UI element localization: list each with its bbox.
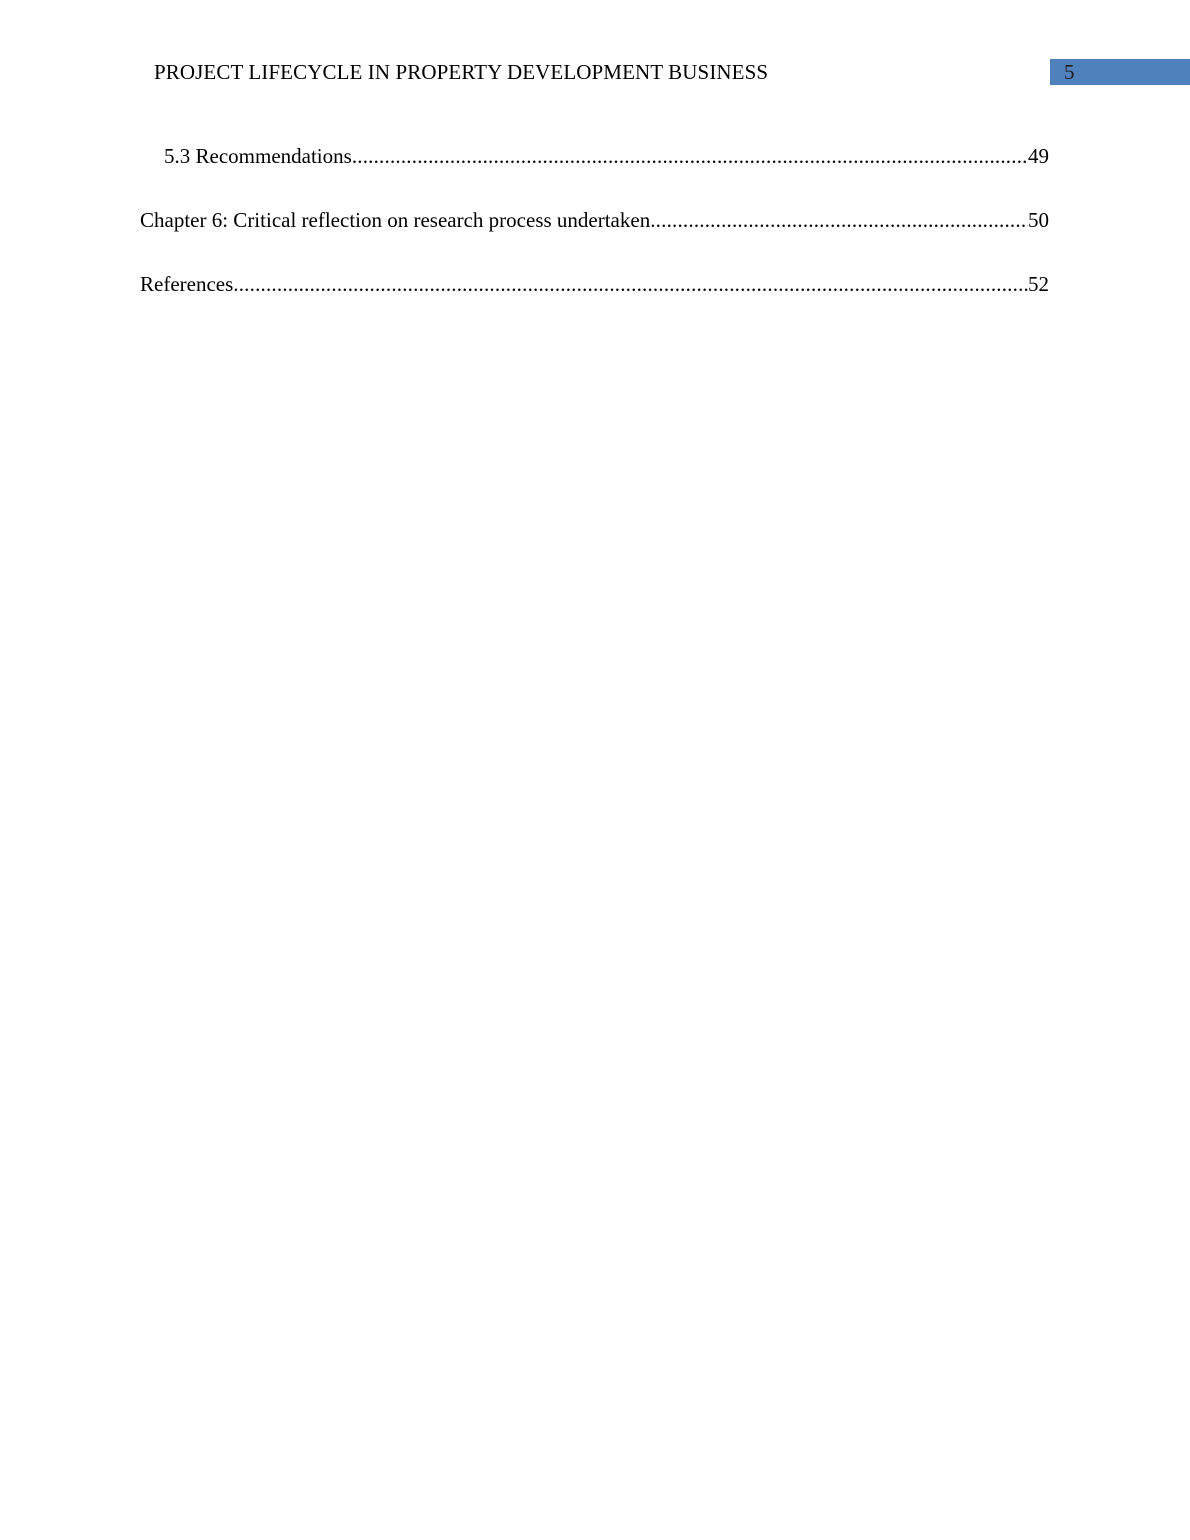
toc-entry-title: 5.3 Recommendations	[164, 144, 352, 168]
toc-entry-references[interactable]	[140, 270, 1049, 298]
toc-entry-title: References	[140, 272, 234, 296]
running-head: PROJECT LIFECYCLE IN PROPERTY DEVELOPMENT BUSINESS	[154, 60, 769, 84]
page-number: 5	[1064, 60, 1075, 84]
toc-entry-chapter-6[interactable]	[140, 206, 1049, 234]
toc-dot-leader	[352, 142, 1028, 170]
page-number-badge	[1050, 59, 1190, 85]
toc-entry-page: 49	[1028, 144, 1049, 168]
toc-entry-recommendations[interactable]	[140, 142, 1049, 170]
toc-entry-title: Chapter 6: Critical reflection on research process undertaken	[140, 208, 651, 232]
table-of-contents	[140, 142, 1049, 334]
toc-entry-page: 50	[1028, 208, 1049, 232]
toc-dot-leader	[650, 206, 1028, 234]
toc-entry-page: 52	[1028, 272, 1049, 296]
toc-dot-leader	[233, 270, 1028, 298]
